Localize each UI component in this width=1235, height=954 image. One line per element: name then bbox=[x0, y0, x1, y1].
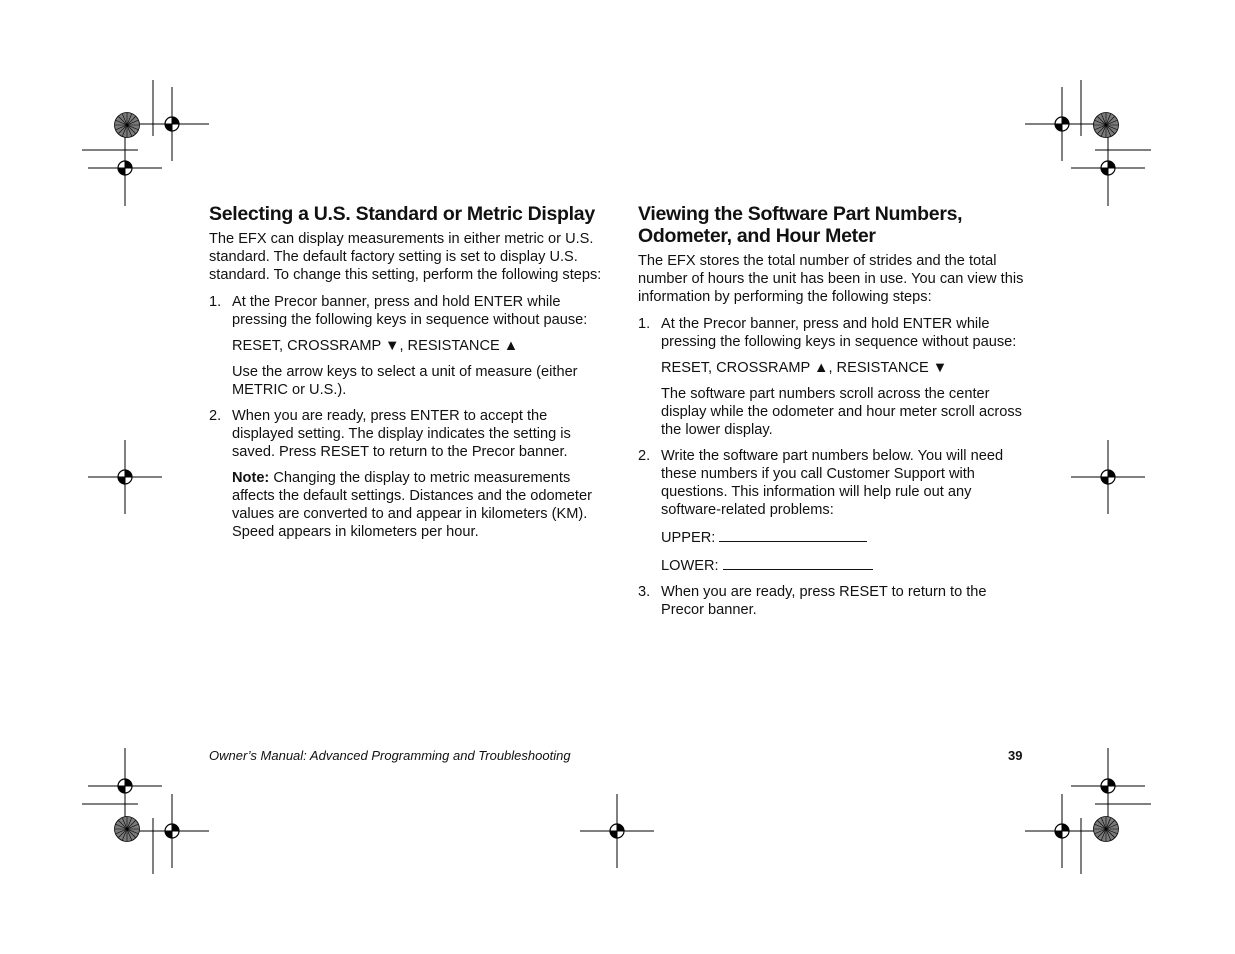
step-number: 2. bbox=[638, 448, 651, 464]
note-text: Changing the display to metric measurements affects the default settings. Distances and the odometer values are converted to and appear in kilometers (KM). Speed appears in kilometers per hour. bbox=[232, 470, 592, 540]
note-label: Note: bbox=[232, 470, 270, 486]
crosshair-mark bbox=[88, 440, 162, 514]
step-text: When you are ready, press ENTER to accept the displayed setting. The display indicates the setting is saved. Press RESET to return to the Precor banner. bbox=[232, 408, 571, 460]
step-text: Write the software part numbers below. You will need these numbers if you call Customer Support with questions. This information will help rule out any software-related problems: bbox=[661, 448, 1004, 518]
section-intro: The EFX can display measurements in either metric or U.S. standard. The default factory setting is set to display U.S. standard. To change this setting, perform the following steps: bbox=[209, 231, 602, 283]
footer-title: Owner’s Manual: Advanced Programming and Troubleshooting bbox=[209, 748, 571, 763]
step-extra: Use the arrow keys to select a unit of measure (either METRIC or U.S.). bbox=[232, 364, 578, 398]
step-text: At the Precor banner, press and hold ENTER while pressing the following keys in sequence without pause: bbox=[232, 294, 588, 328]
upper-field bbox=[661, 527, 1033, 547]
section-intro: The EFX stores the total number of strides and the total number of hours the unit has been in use. You can view this information by performing the following steps: bbox=[638, 253, 1024, 305]
step-number: 3. bbox=[638, 584, 651, 600]
crosshair-mark bbox=[1025, 794, 1099, 868]
note bbox=[232, 469, 604, 541]
step-body bbox=[232, 407, 604, 541]
key-sequence: RESET, CROSSRAMP ▼, RESISTANCE ▲ bbox=[232, 338, 519, 354]
crosshair-mark bbox=[1071, 749, 1145, 823]
step-number: 1. bbox=[638, 316, 651, 332]
starburst-mark bbox=[115, 817, 140, 842]
upper-blank-line bbox=[719, 527, 867, 542]
crosshair-mark bbox=[580, 794, 654, 868]
section-title: Viewing the Software Part Numbers, Odometer, and Hour Meter bbox=[638, 203, 963, 247]
crosshair-mark bbox=[1071, 440, 1145, 514]
lower-label: LOWER: bbox=[661, 558, 719, 574]
crosshair-mark bbox=[135, 794, 209, 868]
crosshair-mark bbox=[135, 87, 209, 161]
step-number: 1. bbox=[209, 294, 222, 310]
crosshair-mark bbox=[88, 131, 162, 205]
crosshair-mark bbox=[1071, 131, 1145, 205]
step-number: 2. bbox=[209, 408, 222, 424]
page-number: 39 bbox=[1008, 748, 1023, 763]
list-item bbox=[638, 315, 1033, 439]
step-body bbox=[661, 583, 1033, 619]
left-section bbox=[209, 203, 604, 549]
step-body bbox=[232, 293, 604, 399]
step-text: At the Precor banner, press and hold ENTER while pressing the following keys in sequence without pause: bbox=[661, 316, 1017, 350]
step-extra: The software part numbers scroll across the center display while the odometer and hour meter scroll across the lower display. bbox=[661, 386, 1022, 438]
starburst-mark bbox=[1094, 113, 1119, 138]
lower-field bbox=[661, 555, 1033, 575]
list-item bbox=[638, 583, 1033, 619]
step-body bbox=[661, 447, 1033, 575]
list-item bbox=[209, 407, 604, 541]
section-title: Selecting a U.S. Standard or Metric Display bbox=[209, 203, 595, 225]
right-section bbox=[638, 203, 1033, 627]
upper-label: UPPER: bbox=[661, 530, 716, 546]
list-item bbox=[209, 293, 604, 399]
crosshair-mark bbox=[1025, 87, 1099, 161]
step-text: When you are ready, press RESET to return to the Precor banner. bbox=[661, 584, 987, 618]
lower-blank-line bbox=[723, 555, 873, 570]
key-sequence: RESET, CROSSRAMP ▲, RESISTANCE ▼ bbox=[661, 360, 948, 376]
list-item bbox=[638, 447, 1033, 575]
starburst-mark bbox=[1094, 817, 1119, 842]
crosshair-mark bbox=[88, 749, 162, 823]
starburst-mark bbox=[115, 113, 140, 138]
step-body bbox=[661, 315, 1033, 439]
